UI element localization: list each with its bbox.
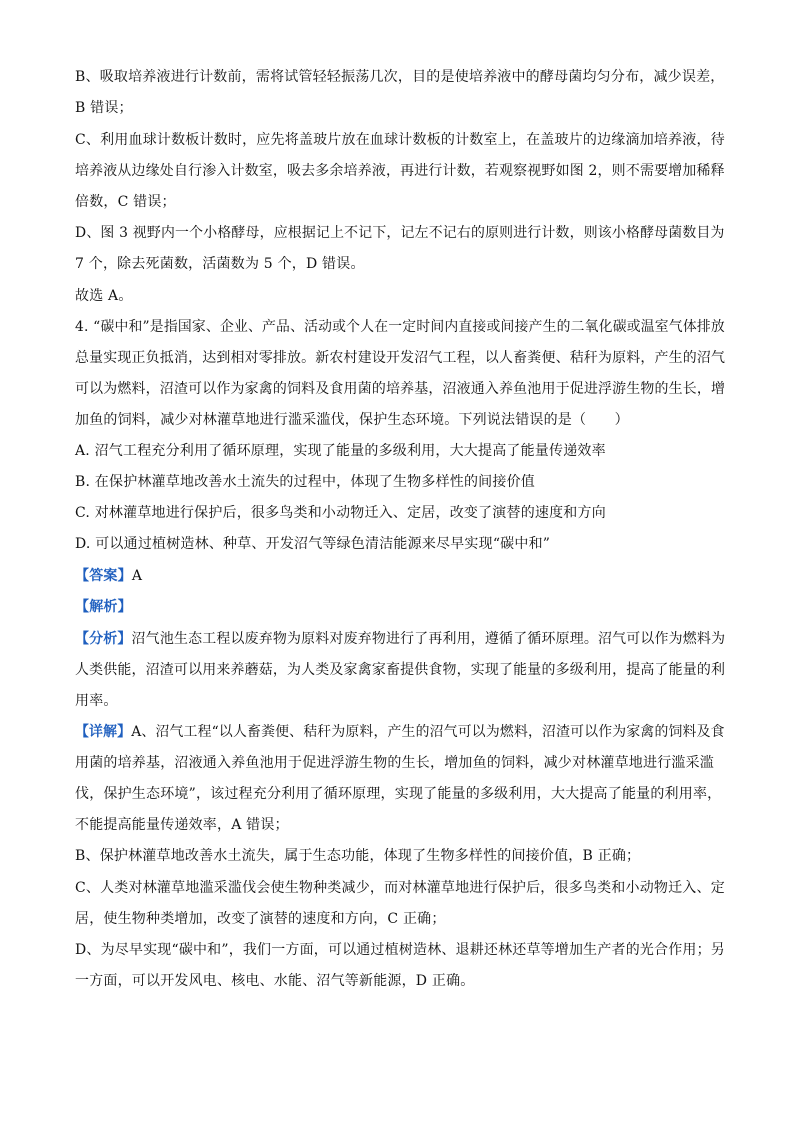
xiangjie-line: C、人类对林灌草地滥采滥伐会使生物种类减少，而对林灌草地进行保护后，很多鸟类和小动物迁入、定 <box>75 880 725 896</box>
fenxi-line <box>75 629 725 649</box>
text-line: C、利用血球计数板计数时，应先将盖玻片放在血球计数板的计数室上，在盖玻片的边缘滴加培养液，待 <box>75 132 725 148</box>
xiangjie-line: B、保护林灌草地改善水土流失，属于生态功能，体现了生物多样性的间接价值，B 正确； <box>75 848 641 864</box>
xiangjie-line: 用菌的培养基，沼液通入养鱼池用于促进浮游生物的生长，增加鱼的饲料，减少对林灌草地进行滥采滥 <box>75 755 714 771</box>
fenxi-tag: 【分析】 <box>75 631 132 647</box>
option-c: C. 对林灌草地进行保护后，很多鸟类和小动物迁入、定居，改变了演替的速度和方向 <box>75 505 606 521</box>
question-stem-line: 总量实现正负抵消，达到相对零排放。新农村建设开发沼气工程，以人畜粪便、秸秆为原料，产生的沼气 <box>75 350 726 366</box>
question-stem-line: 4. “碳中和”是指国家、企业、产品、活动或个人在一定时间内直接或间接产生的二氧化碳或温室气体排放 <box>75 319 725 335</box>
analysis-heading <box>75 597 132 617</box>
xiangjie-line: 居，使生物种类增加，改变了演替的速度和方向，C 正确； <box>75 911 446 927</box>
xiangjie-line: 伐，保护生态环境”，该过程充分利用了循环原理，实现了能量的多级利用，大大提高了能量的利用率， <box>75 786 722 802</box>
answer-line <box>75 566 142 586</box>
text-line: D、图 3 视野内一个小格酵母，应根据记上不记下，记左不记右的原则进行计数，则该小格酵母菌数目为 <box>75 225 725 241</box>
option-b: B. 在保护林灌草地改善水土流失的过程中，体现了生物多样性的间接价值 <box>75 474 535 490</box>
xiangjie-line <box>75 722 725 742</box>
fenxi-text: 沼气池生态工程以废弃物为原料对废弃物进行了再利用，遵循了循环原理。沼气可以作为燃料为 <box>131 631 726 647</box>
text-line: B 错误； <box>75 100 133 116</box>
question-stem-line: 加鱼的饲料，减少对林灌草地进行滥采滥伐，保护生态环境。下列说法错误的是（ ） <box>75 412 629 428</box>
answer-tag: 【答案】 <box>75 568 132 584</box>
text-line: 7 个，除去死菌数，活菌数为 5 个，D 错误。 <box>75 256 365 272</box>
option-a: A. 沼气工程充分利用了循环原理，实现了能量的多级利用，大大提高了能量传递效率 <box>75 443 606 459</box>
xiangjie-line: D、为尽早实现“碳中和”，我们一方面，可以通过植树造林、退耕还林还草等增加生产者的光合作用；另 <box>75 942 725 958</box>
xiangjie-line: 一方面，可以开发风电、核电、水能、沼气等新能源，D 正确。 <box>75 973 475 989</box>
fenxi-line: 人类供能，沼渣可以用来养蘑菇，为人类及家禽家畜提供食物，实现了能量的多级利用，提高了能量的利 <box>75 662 726 678</box>
text-line: 培养液从边缘处自行渗入计数室，吸去多余培养液，再进行计数，若观察视野如图 2，则不需要增加稀释 <box>75 163 725 179</box>
analysis-tag: 【解析】 <box>75 599 132 615</box>
xiangjie-text: A、沼气工程“以人畜粪便、秸秆为原料，产生的沼气可以为燃料，沼渣可以作为家禽的饲料及食 <box>131 724 725 740</box>
text-line: 故选 A。 <box>75 288 133 304</box>
text-line: B、吸取培养液进行计数前，需将试管轻轻振荡几次，目的是使培养液中的酵母菌均匀分布，减少误差， <box>75 69 725 85</box>
fenxi-line: 用率。 <box>75 693 118 709</box>
xiangjie-tag: 【详解】 <box>75 724 132 740</box>
text-line: 倍数，C 错误； <box>75 194 176 210</box>
option-d: D. 可以通过植树造林、种草、开发沼气等绿色清洁能源来尽早实现“碳中和” <box>75 536 551 552</box>
answer-value: A <box>131 568 143 584</box>
xiangjie-line: 不能提高能量传递效率，A 错误； <box>75 817 289 833</box>
question-stem-line: 可以为燃料，沼渣可以作为家禽的饲料及食用菌的培养基，沼液通入养鱼池用于促进浮游生物的生长，增 <box>75 381 726 397</box>
